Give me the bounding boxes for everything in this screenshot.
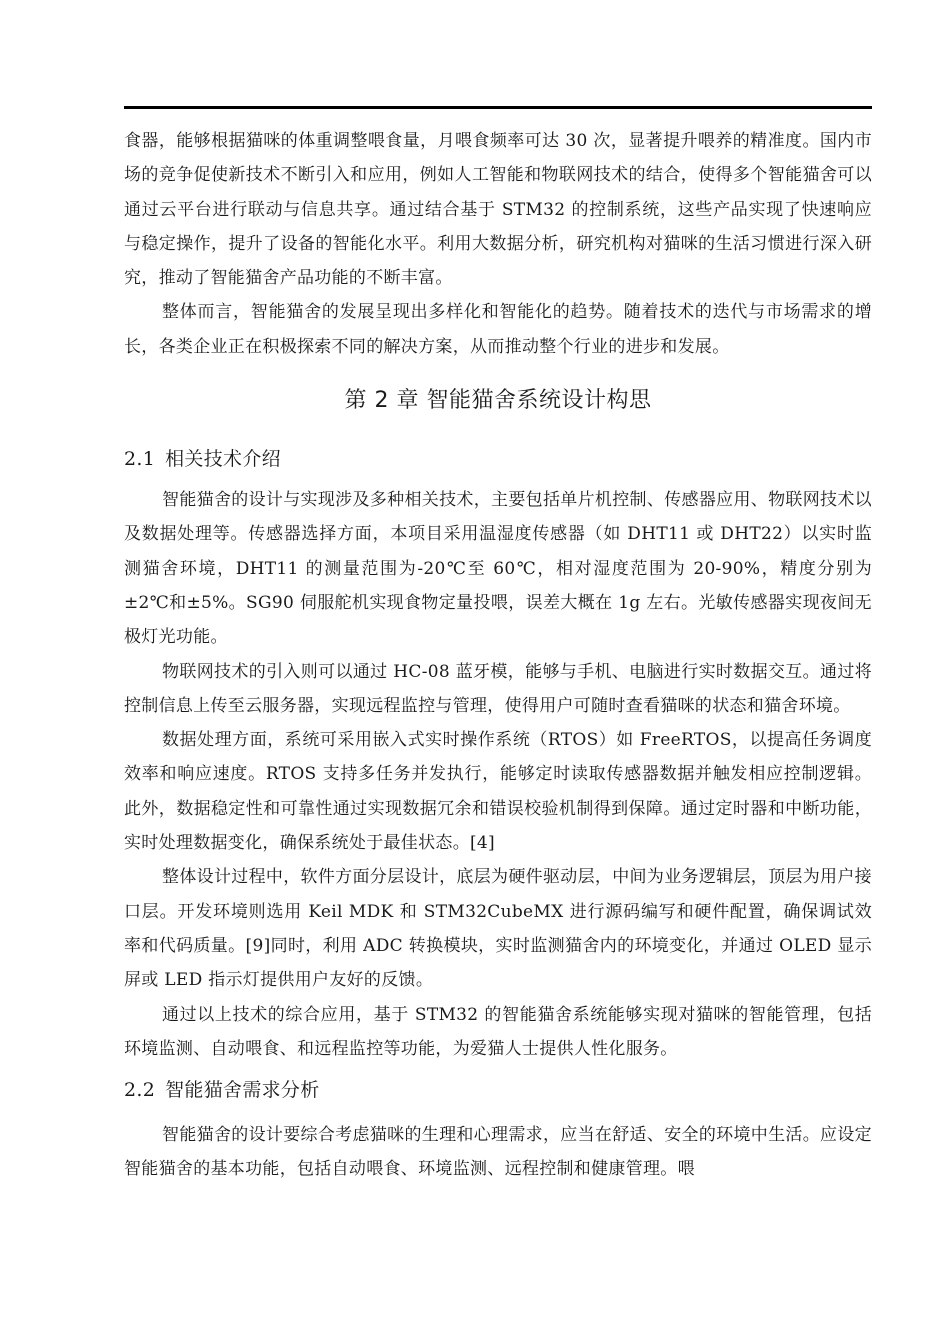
chapter-title: 第 2 章 智能猫舍系统设计构思 [344, 388, 652, 414]
section-number: 2.1 [124, 448, 156, 471]
intro-paragraph-continued: 食器，能够根据猫咪的体重调整喂食量，月喂食频率可达 30 次，显著提升喂养的精准度。国内市场的竞争促使新技术不断引入和应用，例如人工智能和物联网技术的结合，使得多个智能猫舍可以通过云平台进行联动与信息共享。通过结合基于 STM32 的控制系统，这些产品实现了快速响应与稳定操作，提升了设备的智能化水平。利用大数据分析，研究机构对猫咪的生活习惯进行深入研究，推动了智能猫舍产品功能的不断丰富。 [124, 131, 872, 289]
section-2-1-paragraph-2: 物联网技术的引入则可以通过 HC-08 蓝牙模，能够与手机、电脑进行实时数据交互。通过将控制信息上传至云服务器，实现远程监控与管理，使得用户可随时查看猫咪的状态和猫舍环境。 [124, 661, 872, 716]
section-2-1-paragraph-1: 智能猫舍的设计与实现涉及多种相关技术，主要包括单片机控制、传感器应用、物联网技术以及数据处理等。传感器选择方面，本项目采用温湿度传感器（如 DHT11 或 DHT22）以实时监测猫舍环境，DHT11 的测量范围为-20℃至 60℃，相对湿度范围为 20-90%，精度分别为±2℃和±5%。SG90 伺服舵机实现食物定量投喂，误差大概在 1g 左右。光敏传感器实现夜间无极灯光功能。 [124, 490, 872, 648]
section-heading-2-2 [124, 1070, 872, 1110]
section-2-1-paragraph-5: 通过以上技术的综合应用，基于 STM32 的智能猫舍系统能够实现对猫咪的智能管理，包括环境监测、自动喂食、和远程监控等功能，为爱猫人士提供人性化服务。 [124, 1004, 872, 1059]
page-content [124, 124, 872, 1187]
section-2-1-paragraph-4: 整体设计过程中，软件方面分层设计，底层为硬件驱动层，中间为业务逻辑层，顶层为用户接口层。开发环境则选用 Keil MDK 和 STM32CubeMX 进行源码编写和硬件配置，确保调试效率和代码质量。[9]同时，利用 ADC 转换模块，实时监测猫舍内的环境变化，并通过 OLED 显示屏或 LED 指示灯提供用户友好的反馈。 [124, 867, 872, 991]
section-heading-2-1 [124, 439, 872, 479]
header-rule [124, 106, 872, 109]
intro-paragraph-summary: 整体而言，智能猫舍的发展呈现出多样化和智能化的趋势。随着技术的迭代与市场需求的增长，各类企业正在积极探索不同的解决方案，从而推动整个行业的进步和发展。 [124, 302, 872, 357]
section-2-2-paragraph-1: 智能猫舍的设计要综合考虑猫咪的生理和心理需求，应当在舒适、安全的环境中生活。应设定智能猫舍的基本功能，包括自动喂食、环境监测、远程控制和健康管理。喂 [124, 1125, 872, 1180]
section-2-1-paragraph-3: 数据处理方面，系统可采用嵌入式实时操作系统（RTOS）如 FreeRTOS，以提高任务调度效率和响应速度。RTOS 支持多任务并发执行，能够定时读取传感器数据并触发相应控制逻辑。此外，数据稳定性和可靠性通过实现数据冗余和错误校验机制得到保障。通过定时器和中断功能，实时处理数据变化，确保系统处于最佳状态。[4] [124, 730, 872, 854]
section-number: 2.2 [124, 1079, 156, 1102]
section-title: 智能猫舍需求分析 [165, 1079, 320, 1102]
section-title: 相关技术介绍 [165, 448, 281, 471]
